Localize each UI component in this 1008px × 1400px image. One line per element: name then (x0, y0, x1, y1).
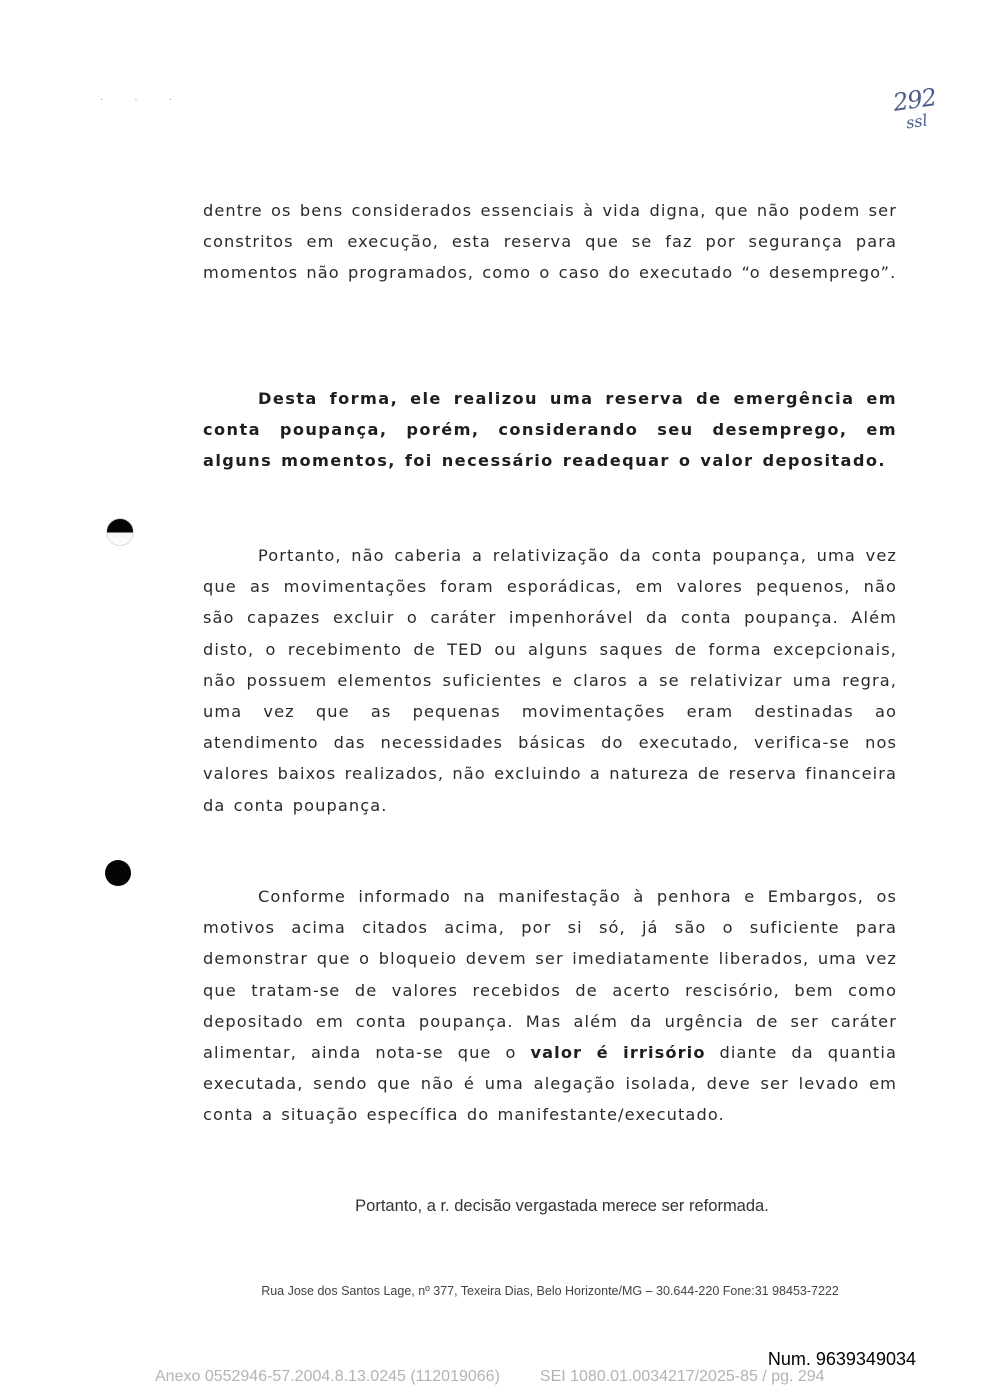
paragraph-emergency-reserve: Desta forma, ele realizou uma reserva de emergência em conta poupança, porém, considerando seu desemprego, em alguns momentos, foi necessário readequar o valor depositado. (203, 389, 897, 471)
conclusion-line: Portanto, a r. decisão vergastada merece ser reformada. (355, 1197, 769, 1215)
paragraph-text: diante da quantia executada, sendo que não é uma alegação isolada, deve ser levado em conta a situação específica do manifestante/executado. (203, 1043, 897, 1125)
handwritten-initials: ssl (904, 110, 929, 133)
sei-reference: SEI 1080.01.0034217/2025-85 / pg. 294 (539, 1368, 825, 1385)
paragraph-savings-account: Portanto, não caberia a relativização da conta poupança, uma vez que as movimentações foram esporádicas, em valores pequenos, não são capazes excluir o caráter impenhorável da conta poupança. Além disto, o recebimento de TED ou alguns saques de forma excepcionais, não possuem elementos suficientes e claros a se relativizar uma regra, uma vez que as pequenas movimentações eram destinadas ao atendimento das necessidades básicas do executado, verifica-se nos valores baixos realizados, não excluindo a natureza de reserva financeira da conta poupança. (203, 546, 897, 815)
paragraph-text: Conforme informado na manifestação à penhora e Embargos, os motivos acima citados acima, por si só, já são o suficiente para demonstrar que o bloqueio devem ser imediatamente liberados, uma vez que tratam-se de valores recebidos de acerto rescisório, bem como depositado em conta poupança. Mas além da urgência de ser caráter alimentar, ainda nota-se que o (203, 887, 897, 1063)
footer-address: Rua Jose dos Santos Lage, nº 377, Texeira Dias, Belo Horizonte/MG – 30.644-220 Fone:31 98453-7222 (261, 1284, 839, 1298)
annex-footer (155, 1368, 825, 1386)
emphasis-irrisory-value: valor é irrisório (530, 1043, 706, 1063)
annex-id: Anexo 0552946-57.2004.8.13.0245 (112019066) (155, 1368, 500, 1385)
document-number: Num. 9639349034 (767, 1349, 916, 1369)
punch-hole-icon (105, 860, 131, 886)
scan-specks: · · · (100, 95, 186, 106)
punch-hole-icon (106, 518, 134, 546)
paragraph-manifestation (203, 881, 897, 1131)
paragraph-essential-goods: dentre os bens considerados essenciais à vida digna, que não podem ser constritos em execução, esta reserva que se faz por segurança para momentos não programados, como o caso do executado “o desemprego”. (203, 201, 897, 283)
handwritten-page-number: 292 (891, 83, 938, 117)
